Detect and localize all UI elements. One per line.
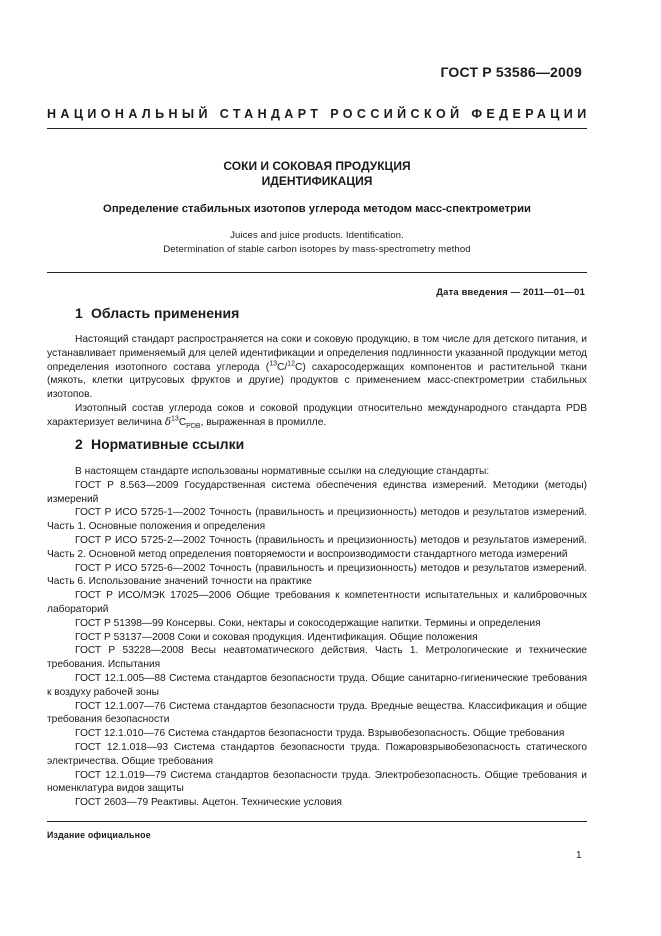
reference-item: ГОСТ 12.1.007—76 Система стандартов безопасности труда. Вредные вещества. Классификация и общие требования безопасности — [47, 700, 587, 726]
reference-item: ГОСТ Р 53228—2008 Весы неавтоматического действия. Часть 1. Метрологические и технические требования. Испытания — [47, 645, 587, 671]
english-title-line-1: Juices and juice products. Identification. — [230, 230, 404, 241]
footer-divider — [47, 821, 587, 822]
reference-item: ГОСТ 12.1.018—93 Система стандартов безопасности труда. Пожаровзрывобезопасность статического электричества. Общие требования — [47, 741, 587, 767]
reference-item: ГОСТ Р ИСО/МЭК 17025—2006 Общие требования к компетентности испытательных и калибровочных лабораторий — [47, 590, 587, 615]
reference-item: ГОСТ 12.1.019—79 Система стандартов безопасности труда. Электробезопасность. Общие требования и номенклатура видов защиты — [47, 769, 587, 795]
document-title — [47, 159, 587, 189]
title-line-1: СОКИ И СОКОВАЯ ПРОДУКЦИЯ — [223, 159, 411, 173]
title-divider — [47, 272, 587, 273]
section-1-body — [47, 333, 587, 430]
reference-item: ГОСТ Р 8.563—2009 Государственная система обеспечения единства измерений. Методики (методы) измерений — [47, 479, 587, 505]
introduction-date: Дата введения — 2011—01—01 — [436, 286, 585, 297]
isotope-paragraph: Изотопный состав углерода соков и соковой продукции относительно международного стандарта PDB характеризует величина $\delta^{13}C_{PDB}$, выраженная в промилле. — [47, 402, 587, 430]
reference-item: ГОСТ Р 53137—2008 Соки и соковая продукция. Идентификация. Общие положения — [75, 631, 478, 643]
section-number: 2 — [75, 436, 83, 452]
title-line-2: ИДЕНТИФИКАЦИЯ — [261, 174, 373, 188]
scope-paragraph: Настоящий стандарт распространяется на соки и соковую продукцию, в том числе для детского питания, и устанавливает применяемый для целей идентификации и определения подлинности указанной продукции метод определения изотопного состава углерода ($^{13}$С/$^{12}$С) сахаросодержащих компонентов и растительной ткани (мякоть, клетки цитрусовых фруктов и другие) продуктов с применением масс-спектрометрии стабильных изотопов. — [47, 334, 587, 401]
reference-item: ГОСТ 12.1.010—76 Система стандартов безопасности труда. Взрывобезопасность. Общие требования — [75, 728, 565, 740]
top-divider — [47, 128, 587, 129]
reference-item: ГОСТ 12.1.005—88 Система стандартов безопасности труда. Общие санитарно-гигиенические требования к воздуху рабочей зоны — [47, 672, 587, 698]
section-2-body — [47, 465, 587, 810]
document-id: ГОСТ Р 53586—2009 — [440, 64, 582, 80]
official-edition-label: Издание официальное — [47, 830, 151, 840]
references-intro: В настоящем стандарте использованы нормативные ссылки на следующие стандарты: — [75, 466, 490, 477]
national-standard-banner: НАЦИОНАЛЬНЫЙ СТАНДАРТ РОССИЙСКОЙ ФЕДЕРАЦИИ — [47, 107, 591, 121]
section-number: 1 — [75, 305, 83, 321]
english-title-line-2: Determination of stable carbon isotopes by mass-spectrometry method — [163, 244, 471, 255]
reference-item: ГОСТ Р 51398—99 Консервы. Соки, нектары и сокосодержащие напитки. Термины и определения — [75, 617, 541, 629]
section-title: Нормативные ссылки — [91, 436, 245, 452]
reference-item: ГОСТ Р ИСО 5725-1—2002 Точность (правильность и прецизионность) методов и результатов измерений. Часть 1. Основные положения и определения — [47, 507, 587, 533]
section-1-heading — [75, 305, 239, 321]
reference-item: ГОСТ Р ИСО 5725-2—2002 Точность (правильность и прецизионность) методов и результатов измерений. Часть 2. Основной метод определения повторяемости и воспроизводимости стандартного метода измерений — [47, 534, 587, 560]
page-number: 1 — [576, 850, 582, 861]
section-title: Область применения — [91, 305, 240, 321]
reference-item: ГОСТ Р ИСО 5725-6—2002 Точность (правильность и прецизионность) методов и результатов измерений. Часть 6. Использование значений точности на практике — [47, 562, 587, 588]
document-subtitle: Определение стабильных изотопов углерода методом масс-спектрометрии — [103, 203, 531, 215]
english-title — [47, 229, 587, 257]
reference-item: ГОСТ 2603—79 Реактивы. Ацетон. Технические условия — [75, 797, 342, 809]
section-2-heading — [75, 436, 244, 452]
